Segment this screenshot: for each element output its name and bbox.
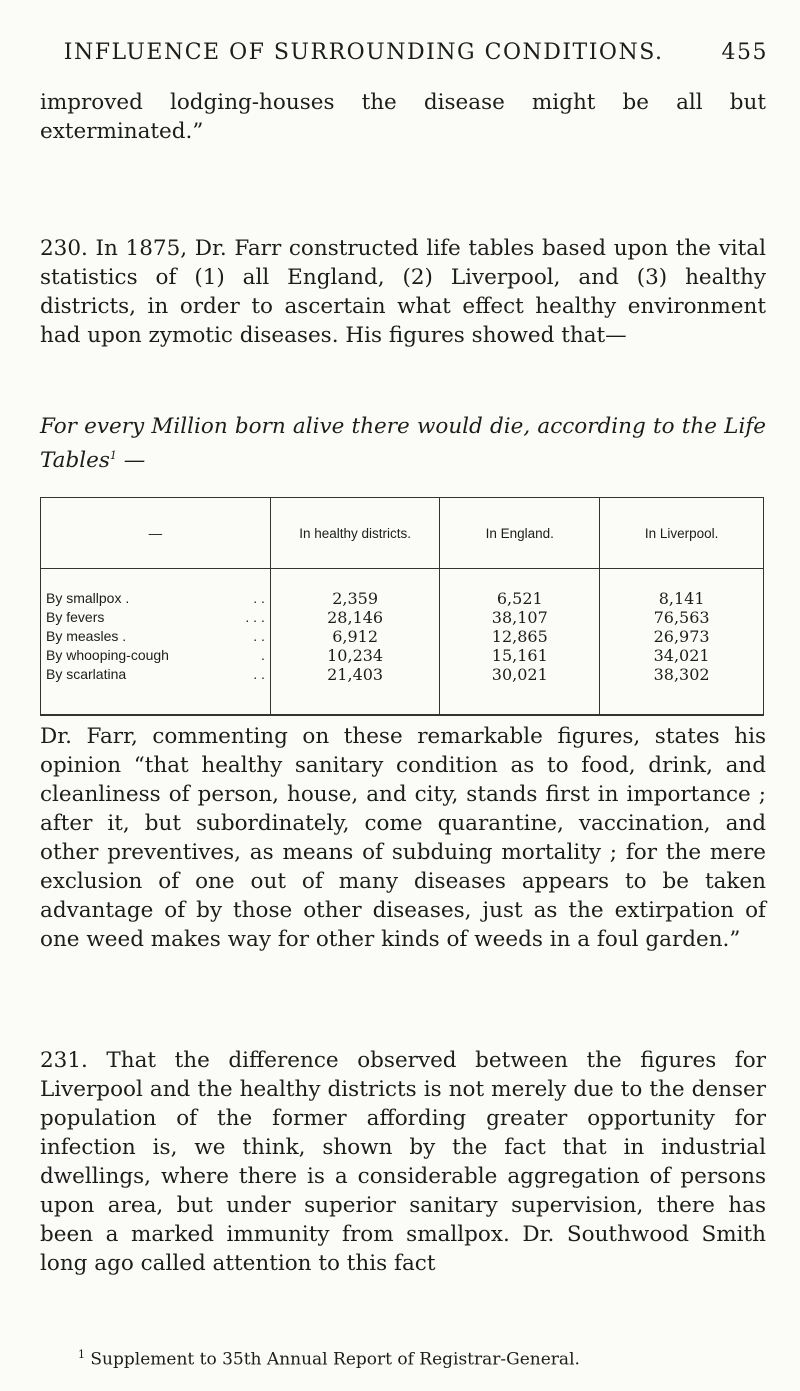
disease-labels [41,569,271,716]
table-cell: 8,141 [658,589,705,608]
healthy-column [270,569,440,716]
table-cell: 26,973 [653,627,710,646]
table-cell: 6,912 [332,627,379,646]
table-cell: 10,234 [327,646,384,665]
table-cell: 2,359 [332,589,379,608]
england-column [440,569,600,716]
leader-dots: . [260,647,265,663]
paragraph-230: 230. In 1875, Dr. Farr constructed life tables based upon the vital statistics of (1) all England, (2) Liverpool, and (3) healthy districts, in order to ascertain what effect healthy environment had upon zymotic diseases. His figures showed that— [40,236,766,348]
header-dash: — [41,498,271,569]
table-cell: 21,403 [327,665,384,684]
table-cell: 15,161 [491,646,548,665]
table-row-label [42,608,269,627]
footnote-reference: 1 [109,449,117,462]
header-england: In England. [440,498,600,569]
footnote-mark: 1 [78,1348,85,1361]
table-cell: 38,302 [653,665,710,684]
label-text: By fevers [46,609,105,625]
footnote [78,1348,580,1370]
paragraph-continuation: improved lodging-houses the disease might be all but exterminated.” [40,90,766,144]
header-liverpool: In Liverpool. [600,498,764,569]
label-text: By scarlatina [46,666,127,682]
table-header-row [41,498,764,569]
table-cell: 28,146 [327,608,384,627]
leader-dots: . . [253,590,265,606]
table-cell: 76,563 [653,608,710,627]
table-row-label [42,627,269,646]
table-caption-text: For every Million born alive there would die, according to the Life Tables [40,414,766,474]
table-row-label [42,646,269,665]
running-head [0,40,768,65]
table-caption-dash: — [116,448,146,474]
leader-dots: . . [253,628,265,644]
leader-dots: . . . [245,609,265,625]
table-cell: 12,865 [491,627,548,646]
leader-dots: . . [253,666,265,682]
paragraph-farr-comment: Dr. Farr, commenting on these remarkable figures, states his opinion “that healthy sanitary condition as to food, drink, and cleanliness of person, house, and city, stands first in importance ; after it, but subordinately, come quarantine, vaccination, and other preventives, as means of subduing mortality ; for the mere exclusion of one out of many diseases appears to be taken advantage of by those other diseases, just as the extirpation of one weed makes way for other kinds of weeds in a foul garden.” [40,724,766,952]
table-cell: 38,107 [491,608,548,627]
liverpool-column [600,569,764,716]
label-text: By whooping-cough [46,647,169,663]
paragraph-231: 231. That the difference observed between the figures for Liverpool and the healthy districts is not merely due to the denser population of the former affording greater opportunity for infection is, we think, shown by the fact that in industrial dwellings, where there is a considerable aggregation of persons upon area, but under superior sanitary supervision, there has been a marked immunity from smallpox. Dr. Southwood Smith long ago called attention to this fact [40,1048,766,1276]
table-cell: 34,021 [653,646,710,665]
table-body-row [41,569,764,716]
running-head-title: INFLUENCE OF SURROUNDING CONDITIONS. [63,40,664,65]
table-row-label [42,665,269,684]
header-healthy: In healthy districts. [270,498,440,569]
mortality-table [40,497,764,715]
footnote-text: Supplement to 35th Annual Report of Registrar-General. [90,1349,580,1370]
table-cell: 30,021 [491,665,548,684]
table-caption [40,412,766,475]
table-cell: 6,521 [496,589,543,608]
label-text: By smallpox . [46,590,130,606]
table-row-label [42,589,269,608]
label-text: By measles . [46,628,127,644]
page-number: 455 [721,40,768,65]
